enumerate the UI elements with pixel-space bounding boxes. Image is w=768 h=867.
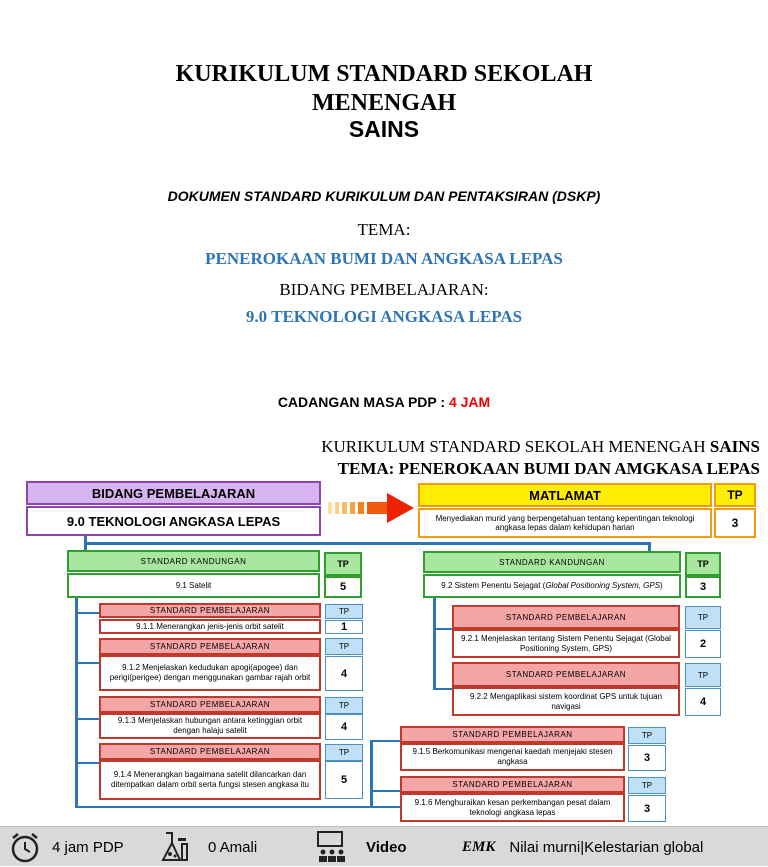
- footer-bar: [0, 826, 768, 866]
- standard-kandungan-9-1: 9.1 Satelit: [67, 573, 320, 598]
- tp-label: TP: [685, 606, 721, 629]
- map-header-line-2: TEMA: PENEROKAAN BUMI DAN AMGKASA LEPAS: [337, 459, 760, 478]
- tp-value: 2: [685, 630, 721, 658]
- footer-emk: [462, 827, 703, 867]
- tp-label: TP: [325, 638, 363, 655]
- page-title: [0, 60, 768, 118]
- tp-label: TP: [685, 552, 721, 576]
- tp-label: TP: [325, 744, 363, 761]
- connector: [75, 662, 100, 664]
- connector: [370, 740, 373, 808]
- document-name: DOKUMEN STANDARD KURIKULUM DAN PENTAKSIRAN (DSKP): [167, 188, 601, 204]
- standard-pembelajaran-9-1-6: 9.1.6 Menghuraikan kesan perkembangan pesat dalam teknologi angkasa lepas: [400, 793, 625, 822]
- bidang-label: BIDANG PEMBELAJARAN:: [279, 280, 489, 299]
- tp-label: TP: [325, 697, 363, 714]
- standard-kandungan-9-2: [423, 574, 681, 598]
- tp-value: 3: [628, 745, 666, 771]
- tp-label: TP: [628, 777, 666, 794]
- matlamat-tp-value: 3: [714, 508, 756, 538]
- connector: [75, 762, 100, 764]
- lab-flask-icon: [158, 830, 192, 864]
- connector: [75, 806, 400, 808]
- tp-value: 5: [324, 576, 362, 598]
- standard-pembelajaran-9-2-1: 9.2.1 Menjelaskan tentang Sistem Penentu Sejagat (Global Positioning System, GPS): [452, 629, 680, 658]
- standard-pembelajaran-header: STANDARD PEMBELAJARAN: [400, 776, 625, 793]
- bidang-pembelajaran-body: 9.0 TEKNOLOGI ANGKASA LEPAS: [26, 506, 321, 536]
- pdp-label: 4 jam PDP: [52, 838, 124, 856]
- title-line-1: KURIKULUM STANDARD SEKOLAH: [175, 61, 593, 87]
- footer-pdp: [8, 827, 124, 867]
- map-header-text: KURIKULUM STANDARD SEKOLAH MENENGAH: [321, 437, 706, 456]
- standard-pembelajaran-header: STANDARD PEMBELAJARAN: [99, 696, 321, 713]
- connector: [648, 542, 651, 551]
- footer-video: [314, 827, 407, 867]
- video-classroom-icon: [314, 829, 350, 865]
- subject-title: SAINS: [348, 116, 420, 142]
- connector: [433, 688, 453, 690]
- amali-label: 0 Amali: [208, 838, 258, 856]
- bidang-pembelajaran-header: BIDANG PEMBELAJARAN: [26, 481, 321, 505]
- map-header-subject: SAINS: [709, 437, 760, 456]
- tp-label: TP: [324, 552, 362, 576]
- tp-value: 5: [325, 761, 363, 799]
- standard-kandungan-header: STANDARD KANDUNGAN: [67, 550, 320, 572]
- tema-value: PENEROKAAN BUMI DAN ANGKASA LEPAS: [205, 249, 563, 268]
- tp-value: 4: [325, 714, 363, 740]
- map-header-line-1: [230, 437, 768, 457]
- standard-kandungan-header: STANDARD KANDUNGAN: [423, 551, 681, 573]
- masa-label: CADANGAN MASA PDP :: [277, 394, 446, 410]
- standard-pembelajaran-header: STANDARD PEMBELAJARAN: [99, 743, 321, 760]
- tp-value: 1: [325, 620, 363, 634]
- alarm-clock-icon: [8, 830, 42, 864]
- matlamat-header: MATLAMAT: [418, 483, 712, 507]
- emk-label: EMK: [462, 838, 496, 855]
- standard-pembelajaran-9-1-5: 9.1.5 Berkomunikasi mengenai kaedah menjejaki stesen angkasa: [400, 743, 625, 771]
- tp-label: TP: [325, 604, 363, 619]
- standard-pembelajaran-9-1-4: 9.1.4 Menerangkan bagaimana satelit dilancarkan dan ditempatkan dalam orbit serta fungsi stesen angkasa itu: [99, 760, 321, 800]
- connector: [370, 740, 402, 742]
- tp-value: 4: [325, 656, 363, 691]
- tema-label: TEMA:: [357, 220, 411, 239]
- standard-pembelajaran-header: STANDARD PEMBELAJARAN: [452, 605, 680, 629]
- connector: [370, 790, 402, 792]
- matlamat-tp-label: TP: [714, 483, 756, 507]
- masa-value: 4 JAM: [448, 394, 491, 410]
- bidang-value: 9.0 TEKNOLOGI ANGKASA LEPAS: [245, 307, 523, 326]
- standard-pembelajaran-header: STANDARD PEMBELAJARAN: [400, 726, 625, 743]
- tp-label: TP: [628, 727, 666, 744]
- standard-pembelajaran-header: STANDARD PEMBELAJARAN: [99, 638, 321, 655]
- connector: [75, 598, 78, 808]
- masa-pdp: [0, 394, 768, 410]
- connector: [433, 598, 436, 690]
- tp-value: 3: [685, 576, 721, 598]
- connector: [75, 612, 100, 614]
- standard-pembelajaran-header: STANDARD PEMBELAJARAN: [452, 662, 680, 687]
- standard-pembelajaran-9-1-1: 9.1.1 Menerangkan jenis-jenis orbit satelit: [99, 619, 321, 634]
- footer-amali: [158, 827, 257, 867]
- nilai-label: Nilai murni|Kelestarian global: [509, 838, 704, 856]
- tp-value: 4: [685, 688, 721, 716]
- title-line-2: MENENGAH: [312, 90, 456, 116]
- connector: [84, 542, 651, 545]
- sk2-text: 9.2 Sistem Penentu Sejagat (Global Positioning System, GPS): [441, 581, 663, 590]
- standard-pembelajaran-9-2-2: 9.2.2 Mengaplikasi sistem koordinat GPS untuk tujuan navigasi: [452, 687, 680, 716]
- connector: [75, 718, 100, 720]
- standard-pembelajaran-header: STANDARD PEMBELAJARAN: [99, 603, 321, 618]
- matlamat-body: Menyediakan murid yang berpengetahuan tentang kepentingan teknologi angkasa lepas dalam kehidupan harian: [418, 508, 712, 538]
- standard-pembelajaran-9-1-3: 9.1.3 Menjelaskan hubungan antara ketinggian orbit dengan halaju satelit: [99, 713, 321, 739]
- connector: [433, 628, 453, 630]
- tp-value: 3: [628, 795, 666, 822]
- arrow-right-icon: [328, 493, 414, 523]
- video-label: Video: [366, 838, 407, 856]
- tp-label: TP: [685, 663, 721, 687]
- standard-pembelajaran-9-1-2: 9.1.2 Menjelaskan kedudukan apogi(apogee) dan perigi(perigee) dengan menggunakan gambar rajah orbit: [99, 655, 321, 691]
